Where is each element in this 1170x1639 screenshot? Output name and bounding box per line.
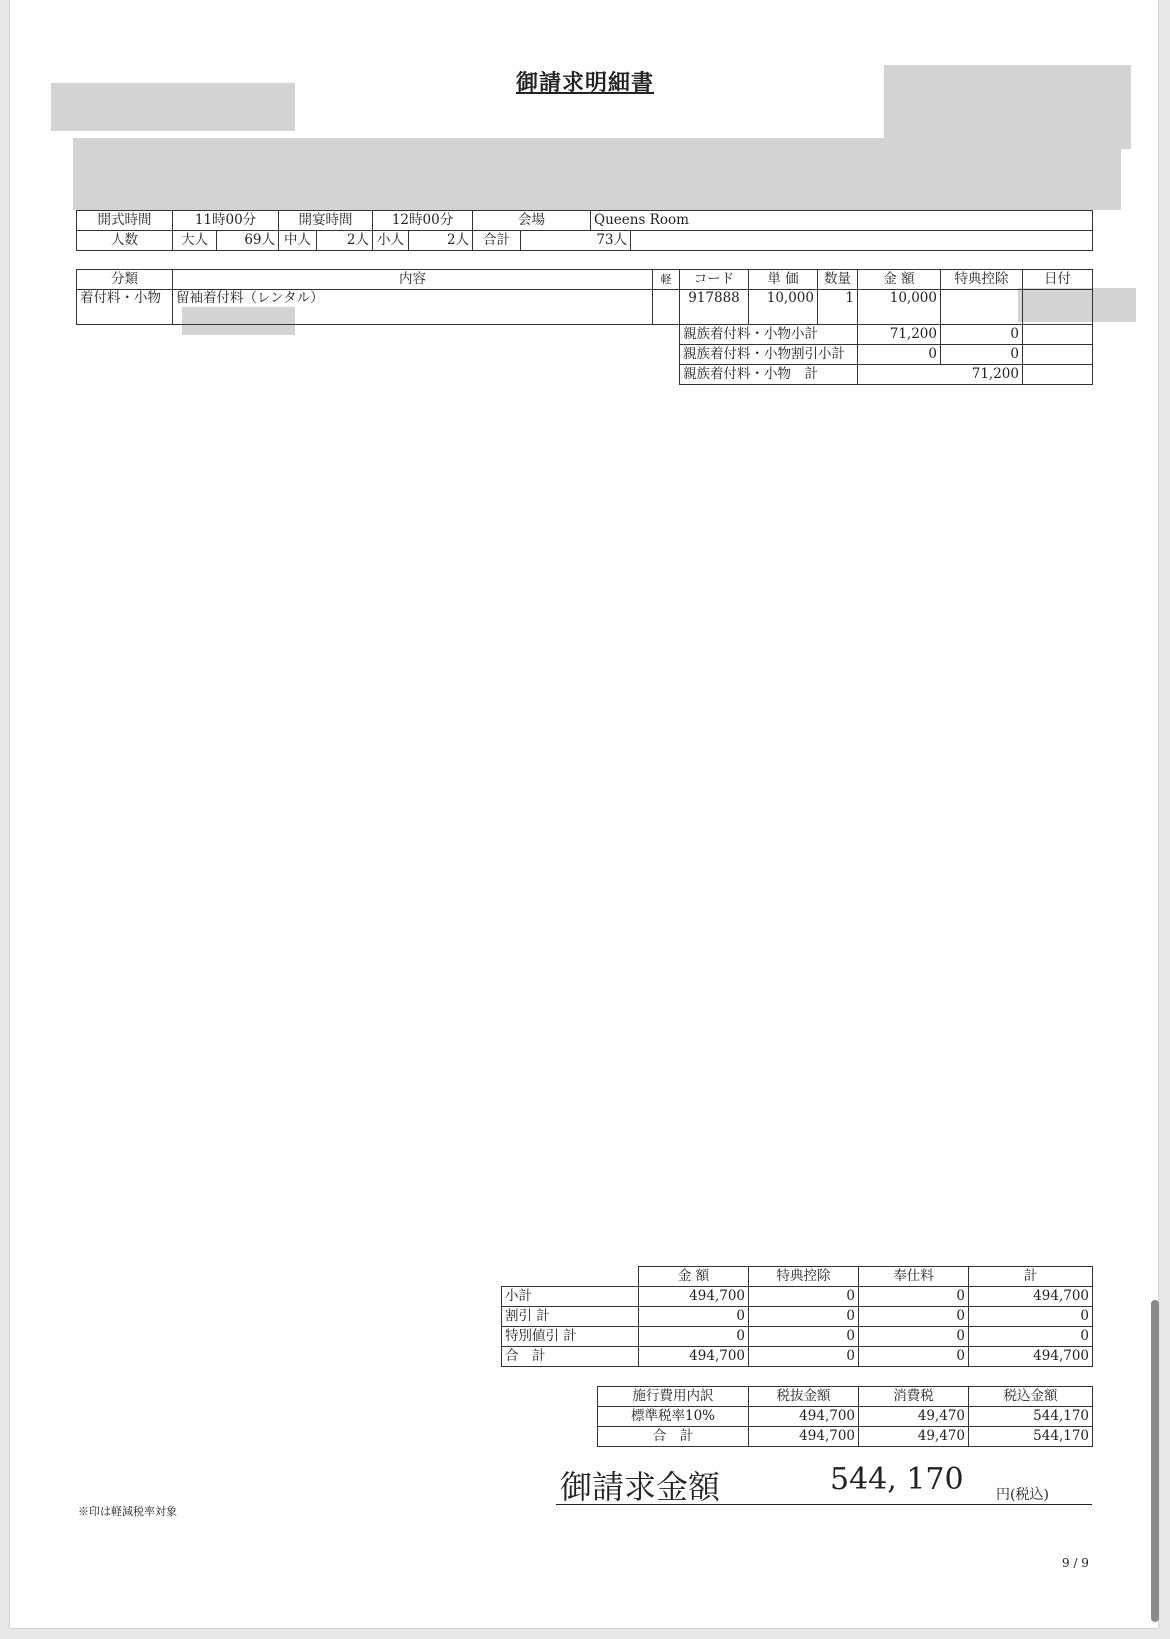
summary-service: 0: [859, 1287, 969, 1307]
header-unit-price: 単 価: [749, 270, 818, 290]
summary-amount: 494,700: [639, 1287, 749, 1307]
document-title: 御請求明細書: [515, 70, 654, 96]
summary-service: 0: [859, 1347, 969, 1367]
venue-value: Queens Room: [591, 211, 1093, 231]
item-code: 917888: [680, 290, 749, 325]
tax-header-label: 施行費用内訳: [598, 1387, 749, 1407]
header-reduced: 軽: [653, 270, 680, 290]
subtotal-label: 親族着付料・小物小計: [680, 325, 858, 345]
page-number: 9 / 9: [1062, 1556, 1089, 1570]
summary-total: 494,700: [969, 1347, 1093, 1367]
banquet-time: 12時00分: [373, 211, 473, 231]
tax-header-tax: 消費税: [859, 1387, 969, 1407]
item-reduced: [653, 290, 680, 325]
venue-label: 会場: [473, 211, 591, 231]
summary-row-label: 特別値引 計: [502, 1327, 639, 1347]
reduced-tax-note: ※印は軽減税率対象: [78, 1505, 177, 1518]
grand-total-label: 御請求金額: [560, 1468, 721, 1506]
table-row: [598, 1407, 1093, 1427]
ceremony-label: 開式時間: [77, 211, 173, 231]
summary-row-label: 合 計: [502, 1347, 639, 1367]
header-benefit: 特典控除: [941, 270, 1023, 290]
summary-amount: 494,700: [639, 1347, 749, 1367]
summary-total: 0: [969, 1307, 1093, 1327]
grand-total-unit: 円(税込): [996, 1487, 1049, 1503]
item-category: 着付料・小物: [77, 290, 173, 325]
grand-total: [556, 1462, 1092, 1505]
middle-count: 2人: [317, 231, 373, 251]
header-content: 内容: [173, 270, 653, 290]
discount-amount: 0: [858, 345, 941, 365]
table-row: [77, 290, 1093, 325]
summary-amount: 0: [639, 1307, 749, 1327]
item-unit-price: 10,000: [749, 290, 818, 325]
item-benefit: [941, 290, 1023, 325]
people-label: 人数: [77, 231, 173, 251]
redacted-block: [73, 138, 1121, 210]
banquet-label: 開宴時間: [279, 211, 373, 231]
summary-benefit: 0: [749, 1327, 859, 1347]
tax-incl: 544,170: [969, 1427, 1093, 1447]
middle-label: 中人: [279, 231, 317, 251]
table-row: [502, 1287, 1093, 1307]
adult-label: 大人: [173, 231, 217, 251]
tax-excl: 494,700: [749, 1407, 859, 1427]
summary-header-benefit: 特典控除: [749, 1267, 859, 1287]
summary-benefit: 0: [749, 1307, 859, 1327]
tax-header-excl: 税抜金額: [749, 1387, 859, 1407]
adult-count: 69人: [217, 231, 279, 251]
empty-cell: [631, 231, 1093, 251]
ceremony-time: 11時00分: [173, 211, 279, 231]
tax-amount: 49,470: [859, 1407, 969, 1427]
item-content: 留袖着付料（レンタル）: [173, 290, 653, 325]
table-row: [598, 1427, 1093, 1447]
total-people-label: 合計: [473, 231, 521, 251]
header-category: 分類: [77, 270, 173, 290]
summary-total: 494,700: [969, 1287, 1093, 1307]
event-info-table: [76, 210, 1093, 251]
tax-header-incl: 税込金額: [969, 1387, 1093, 1407]
summary-amount: 0: [639, 1327, 749, 1347]
item-quantity: 1: [818, 290, 858, 325]
header-amount: 金 額: [858, 270, 941, 290]
items-total-amount: 71,200: [858, 365, 1023, 385]
table-row: [502, 1307, 1093, 1327]
items-total-label: 親族着付料・小物 計: [680, 365, 858, 385]
summary-row-label: 割引 計: [502, 1307, 639, 1327]
header-date: 日付: [1023, 270, 1093, 290]
summary-service: 0: [859, 1327, 969, 1347]
item-date: [1023, 290, 1093, 325]
discount-benefit: 0: [941, 345, 1023, 365]
tax-row-label: 合 計: [598, 1427, 749, 1447]
summary-header-amount: 金 額: [639, 1267, 749, 1287]
summary-header-service: 奉仕料: [859, 1267, 969, 1287]
table-row: [502, 1347, 1093, 1367]
tax-excl: 494,700: [749, 1427, 859, 1447]
summary-row-label: 小計: [502, 1287, 639, 1307]
summary-header-total: 計: [969, 1267, 1093, 1287]
table-row: [502, 1327, 1093, 1347]
discount-label: 親族着付料・小物割引小計: [680, 345, 858, 365]
subtotal-benefit: 0: [941, 325, 1023, 345]
header-quantity: 数量: [818, 270, 858, 290]
summary-total: 0: [969, 1327, 1093, 1347]
child-label: 小人: [373, 231, 409, 251]
header-code: コード: [680, 270, 749, 290]
scrollbar[interactable]: [1151, 1300, 1159, 1622]
grand-total-amount: 544, 170: [830, 1462, 964, 1497]
summary-table: [501, 1266, 1093, 1367]
summary-service: 0: [859, 1307, 969, 1327]
tax-incl: 544,170: [969, 1407, 1093, 1427]
summary-benefit: 0: [749, 1347, 859, 1367]
tax-amount: 49,470: [859, 1427, 969, 1447]
tax-row-label: 標準税率10%: [598, 1407, 749, 1427]
child-count: 2人: [409, 231, 473, 251]
items-table: [76, 269, 1093, 385]
subtotal-amount: 71,200: [858, 325, 941, 345]
total-people-count: 73人: [521, 231, 631, 251]
summary-benefit: 0: [749, 1287, 859, 1307]
tax-table: [597, 1386, 1093, 1447]
item-amount: 10,000: [858, 290, 941, 325]
